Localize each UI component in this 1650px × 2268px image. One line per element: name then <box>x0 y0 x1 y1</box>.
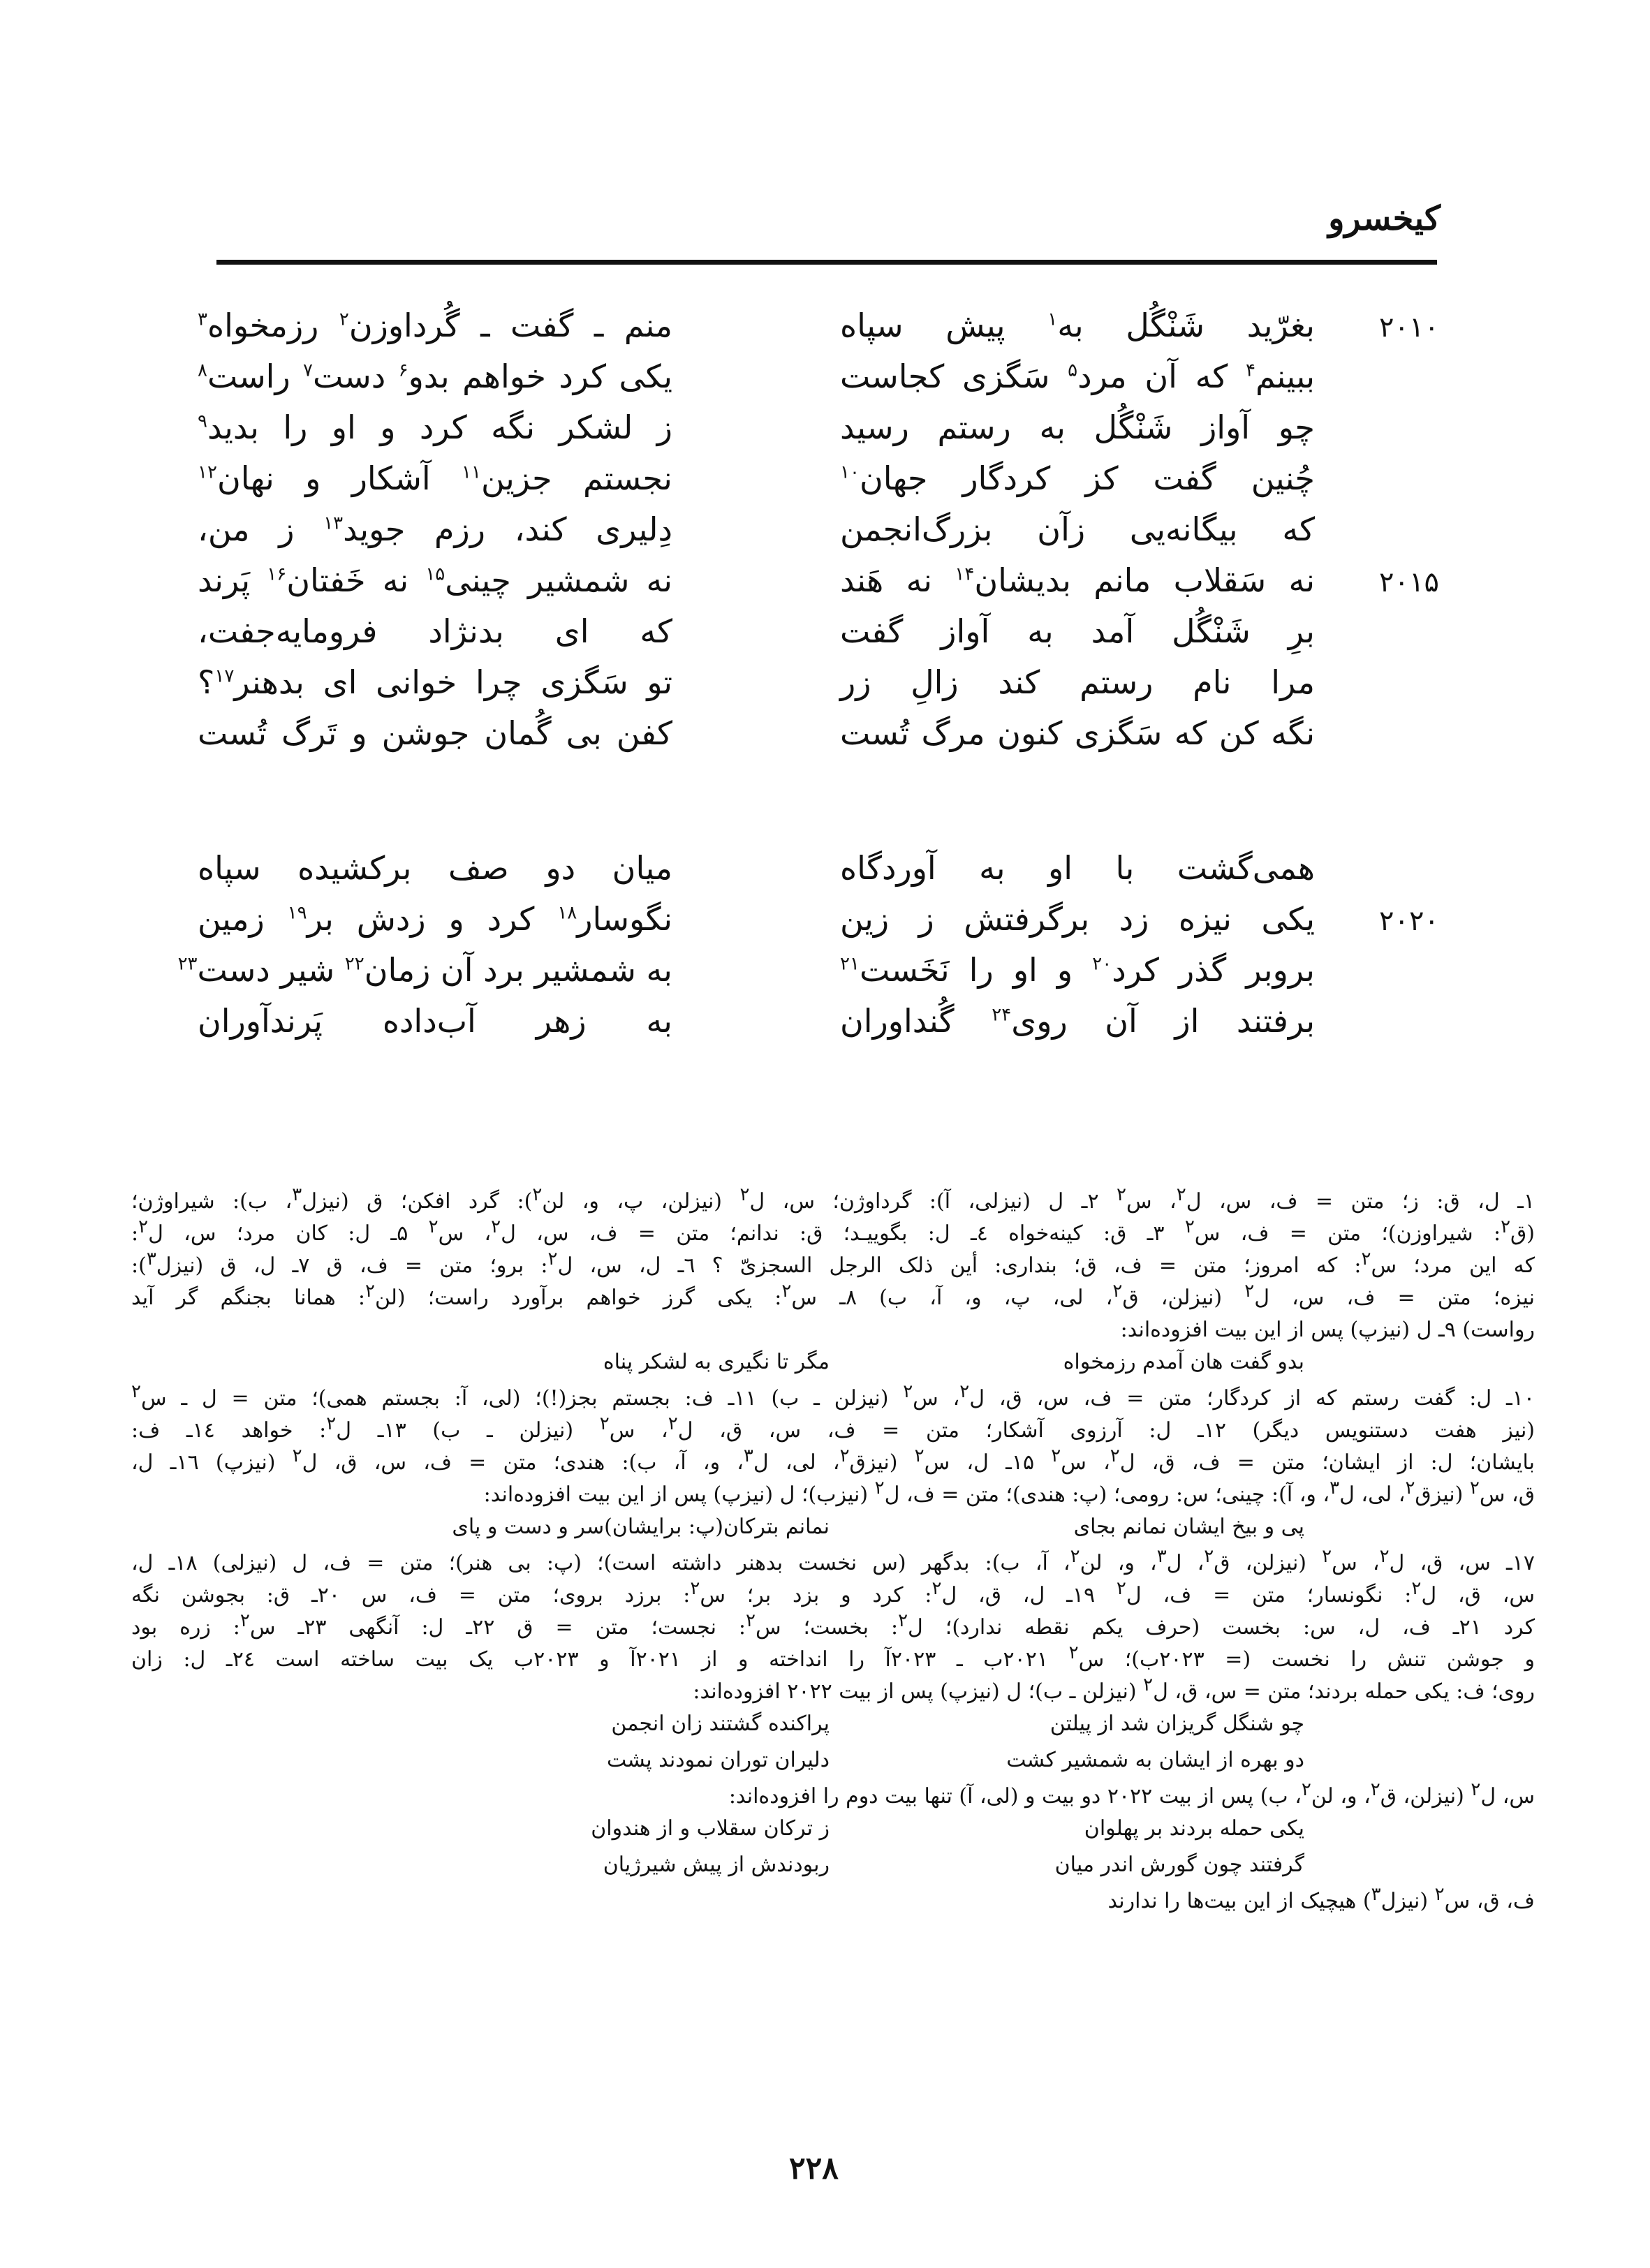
footnote-ref: ۷ <box>303 360 314 381</box>
footnote-ref: ۲۴ <box>992 1004 1012 1026</box>
footnote-line: س، ل$^۲$ (نیزلن، ق$^۲$، و، لن$^۲$، ب) پس از بیت ۲۰۲۲ دو بیت و (لی، آ) تنها بیت دوم را افزوده‌اند: <box>728 1779 1535 1809</box>
footnote-ref: ۲ <box>428 1216 439 1237</box>
couplet <box>198 708 1503 759</box>
footnote-ref: ۲ <box>690 1578 700 1599</box>
hemistich-second: نگوسار$^{۱۸}$ کرد و زدش بر$^{۱۹}$ زمین <box>198 900 672 938</box>
footnote-ref: ۳ <box>198 309 207 330</box>
couplet <box>198 300 1503 351</box>
footnote-ref: ۲ <box>339 309 349 330</box>
verse-block-1 <box>198 300 1503 759</box>
hemistich-second: که ای بدنژاد فرومایه‌جفت، <box>198 612 672 650</box>
footnote-ref: ۲ <box>1068 1642 1079 1663</box>
couplet <box>198 843 1503 894</box>
footnote-ref: ۲ <box>326 1413 337 1434</box>
couplet <box>198 351 1503 402</box>
couplet <box>177 945 1503 996</box>
footnote-ref: ۲ <box>781 1281 792 1302</box>
footnote-ref: ۲ <box>364 1281 375 1302</box>
hemistich-second: ز لشکر نگه کرد و او را بدید$^۹$ <box>198 408 672 446</box>
footnote-ref: ۲ <box>931 1578 942 1599</box>
header-rule <box>216 260 1437 265</box>
hemistich-second: میان دو صف برکشیده سپاه <box>198 849 672 887</box>
footnote-ref: ۲ <box>138 1216 149 1237</box>
footnote-ref: ۲ <box>1361 1249 1371 1269</box>
footnote-ref: ۲ <box>668 1413 678 1434</box>
footnote-ref: ۲۰ <box>1092 953 1112 975</box>
footnote-ref: ۲ <box>1411 1578 1422 1599</box>
added-couplet: پی و بیخ ایشان نمانم بجای نمانم بترکان(پ: برایشان)سر و دست و پای <box>452 1515 1304 1539</box>
footnote-ref: ۲ <box>746 1610 756 1631</box>
footnote-line: ۱۰ـ ل: گفت رستم که از کردگار؛ متن = ف، س، ق، ل$^۲$، س$^۲$ (نیزلن ـ ب) ۱۱ـ ف: بجستم بجز(!)؛ (لی، آ: بجستم همی)؛ متن = ل ـ س$^۲$ <box>131 1381 1535 1411</box>
footnote-ref: ۳ <box>743 1445 753 1466</box>
footnote-ref: ۵ <box>1068 360 1078 381</box>
hemistich-second: به زهر آب‌داده پَرندآوران <box>198 1002 672 1040</box>
hemistich-second: منم ـ گفت ـ گُرداوزن$^۲$ رزمخواه$^۳$ <box>198 307 672 344</box>
footnote-ref: ۲ <box>1117 1184 1126 1205</box>
footnote-line: ق، س$^۲$ (نیزق$^۲$، لی، ل$^۳$، و، آ): چینی؛ س: رومی؛ (پ: هندی)؛ متن = ف، ل$^۲$ (نیزب)؛ ل (نیزپ) پس از این بیت افزوده‌اند: <box>483 1478 1535 1507</box>
footnote-ref: ۳ <box>1156 1546 1167 1567</box>
hemistich-first: یکی نیزه زد برگرفتش ز زین <box>840 900 1315 938</box>
verse-number: ۲۰۱۵ <box>1379 566 1439 598</box>
footnote-ref: ۱۱ <box>462 462 481 483</box>
footnotes <box>131 1184 1535 1919</box>
page-number: ۲۲۸ <box>789 2151 839 2186</box>
verse-text <box>177 300 1503 1047</box>
footnote-ref: ۴ <box>1245 360 1255 381</box>
footnote-ref: ۳ <box>146 1249 156 1269</box>
footnote-ref: ۲ <box>1379 1546 1390 1567</box>
footnote-ref: ۳ <box>1371 1884 1381 1905</box>
running-head-title: کیخسرو <box>1328 199 1441 238</box>
footnote-ref: ۲۲ <box>344 953 364 975</box>
footnote-ref: ۲ <box>292 1445 302 1466</box>
footnote-ref: ۲ <box>1110 1445 1120 1466</box>
footnote-ref: ۱۸ <box>557 902 577 924</box>
footnote-ref: ۲ <box>1301 1779 1311 1800</box>
hemistich-second: کفن بی گُمان جوشن و تَرگ تُست <box>198 714 672 752</box>
footnote-line: روی؛ ف: یکی حمله بردند؛ متن = س، ق، ل$^۲$ (نیزلن ـ ب)؛ ل (نیزپ) پس از بیت ۲۰۲۲ افزوده‌اند: <box>693 1674 1535 1704</box>
footnote-ref: ۲ <box>1469 1478 1480 1498</box>
footnote-ref: ۲ <box>1405 1478 1415 1498</box>
couplet <box>198 504 1503 555</box>
hemistich-first: چُنین گفت کز کردگار جهان$^{۱۰}$ <box>840 459 1315 497</box>
added-couplet: چو شنگل گریزان شد از پیلتن پراکنده گشتند زان انجمن <box>611 1711 1304 1736</box>
footnote-ref: ۲ <box>1051 1445 1061 1466</box>
footnote-ref: ۲ <box>1184 1216 1195 1237</box>
footnote-ref: ۲ <box>131 1381 141 1402</box>
footnote-ref: ۱۵ <box>425 564 445 585</box>
added-couplet: یکی حمله بردند بر پهلوان ز ترکان سقلاب و از هندوان <box>591 1816 1304 1841</box>
hemistich-second: نجستم جزین$^{۱۱}$ آشکار و نهان$^{۱۲}$ <box>198 459 672 497</box>
footnote-ref: ۱۰ <box>840 462 860 483</box>
verse-block-2 <box>177 843 1503 1047</box>
hemistich-first: همی‌گشت با او به آوردگاه <box>840 849 1315 887</box>
footnote-ref: ۱ <box>1047 309 1058 330</box>
footnote-ref: ۲ <box>532 1184 543 1205</box>
hemistich-first: نه سَقلاب مانم بدیشان$^{۱۴}$ نه هَند <box>840 561 1315 599</box>
hemistich-first: مرا نام رستم کند زالِ زر <box>840 663 1315 701</box>
footnote-ref: ۲ <box>1322 1546 1332 1567</box>
footnote-line: ف، ق، س$^۲$ (نیزل$^۳$) هیچیک از این بیت‌ها را ندارند <box>1107 1884 1535 1913</box>
couplet <box>198 453 1503 504</box>
footnote-ref: ۲ <box>240 1610 250 1631</box>
footnote-ref: ۲ <box>599 1413 610 1434</box>
footnote-ref: ۲ <box>739 1184 750 1205</box>
footnote-ref: ۱۷ <box>214 665 235 687</box>
hemistich-second: به شمشیر برد آن زمان$^{۲۲}$ شیر دست$^{۲۳}$ <box>177 951 672 989</box>
couplet <box>198 606 1503 657</box>
couplet <box>198 996 1503 1047</box>
hemistich-first: که بیگانه‌یی زآن بزرگ‌انجمن <box>840 510 1315 548</box>
footnote-line: رواست) ۹ـ ل (نیزپ) پس از این بیت افزوده‌اند: <box>1120 1318 1535 1342</box>
footnote-line: (نیز هفت دستنویس دیگر) ۱۲ـ ل: آرزوی آشکار؛ متن = ف، س، ق، ل$^۲$، س$^۲$ (نیزلن ـ ب) ۱۳ـ ل$^۲$: خواهد ۱٤ـ ف: <box>131 1413 1535 1443</box>
footnote-line: س، ق، ل$^۲$: نگونسار؛ متن = ف، ل$^۲$ ۱۹ـ ل، ق، ل$^۲$: کرد و بزد بر؛ س$^۲$: برزد بروی؛ متن = ف، س ۲۰ـ ق: بجوشن نگه <box>131 1578 1535 1607</box>
added-couplet: گرفتند چون گورش اندر میان ربودندش از پیش شیرژیان <box>603 1853 1304 1877</box>
footnote-ref: ۱۲ <box>198 462 217 483</box>
footnote-ref: ۲ <box>959 1381 970 1402</box>
footnote-line: کرد ۲۱ـ ف، ل، س: بخست (حرف یکم نقطه ندارد)؛ ل$^۲$: بخست؛ س$^۲$: نجست؛ متن = ق ۲۲ـ ل: آنگهی ۲۳ـ س$^۲$: زره بود <box>131 1610 1535 1640</box>
hemistich-first: بغرّید شَنْگُل به$^۱$ پیش سپاه <box>840 307 1315 344</box>
added-couplet: بدو گفت هان آمدم رزمخواه مگر تا نگیری به لشکر پناه <box>603 1350 1304 1374</box>
footnote-ref: ۱۶ <box>267 564 287 585</box>
block-gap <box>198 759 1503 843</box>
couplet <box>198 555 1503 606</box>
added-couplet: دو بهره از ایشان به شمشیر کشت دلیران توران نمودند پشت <box>607 1748 1304 1772</box>
footnote-ref: ۲ <box>898 1610 908 1631</box>
footnote-ref: ۲ <box>874 1478 885 1498</box>
footnote-ref: ۲ <box>1116 1578 1126 1599</box>
footnote-line: که این مرد؛ س$^۲$: که امروز؛ متن = ف، ق؛ بنداری: أین ذلک الرجل السجزیّ ؟ ٦ـ ل، س، ل$^۲$: برو؛ متن = ف، ق ۷ـ ل، ق (نیزل$^۳$): <box>131 1249 1535 1278</box>
footnote-ref: ۲ <box>839 1445 850 1466</box>
footnote-ref: ۲۱ <box>840 953 860 975</box>
footnote-ref: ۹ <box>198 411 207 432</box>
footnote-ref: ۲ <box>1370 1779 1380 1800</box>
hemistich-second: یکی کرد خواهم بدو$^۶$ دست$^۷$ راست$^۸$ <box>198 358 672 395</box>
footnote-ref: ۲ <box>1204 1546 1214 1567</box>
footnote-line: بایشان؛ ل: از ایشان؛ متن = ف، ق، ل$^۲$، س$^۲$ ۱۵ـ ل، س$^۲$ (نیزق$^۲$، لی، ل$^۳$، و، آ، ب): هندی؛ متن = ف، س، ق، ل$^۲$ (نیزپ) ۱٦ـ ل، <box>131 1445 1535 1475</box>
hemistich-first: نگه کن که سَگزی کنون مرگ تُست <box>840 714 1315 752</box>
hemistich-first: چو آواز شَنْگُل به رستم رسید <box>840 408 1315 446</box>
footnote-ref: ۲ <box>903 1381 913 1402</box>
footnote-ref: ۳ <box>292 1184 302 1205</box>
couplet <box>198 657 1503 708</box>
verse-number: ۲۰۱۰ <box>1379 311 1439 344</box>
footnote-ref: ۲ <box>914 1445 925 1466</box>
footnote-ref: ۲ <box>1434 1884 1445 1905</box>
footnote-ref: ۲ <box>1501 1216 1511 1237</box>
footnote-line: (ق$^۲$: شیراوزن)؛ متن = ف، س$^۲$ ۳ـ ق: کینه‌خواه ٤ـ ل: بگوییـد؛ ق: ندانم؛ متن = ف، س، ل$^۲$، س$^۲$ ۵ـ ل: کان مرد؛ س، ل$^۲$: <box>131 1216 1535 1246</box>
couplet <box>198 894 1503 945</box>
hemistich-first: ببینم$^۴$ که آن مرد$^۵$ سَگزی کجاست <box>840 358 1315 395</box>
footnote-ref: ۲ <box>547 1249 558 1269</box>
footnote-ref: ۱۳ <box>323 513 344 534</box>
couplet <box>198 402 1503 453</box>
footnote-ref: ۲۳ <box>177 953 198 975</box>
footnote-line: ۱۷ـ س، ق، ل$^۲$، س$^۲$ (نیزلن، ق$^۲$، ل$^۳$، و، لن$^۲$، آ، ب): بدگهر (س نخست بدهنر داشته است)؛ (پ: بی هنر)؛ متن = ف، ل (نیزلی) ۱۸ـ ل، <box>131 1546 1535 1575</box>
footnote-line: و جوشن تنش را نخست (= ۲۰۲۳ب)؛ س$^۲$ ۲۰۲۱ب ـ ۲۰۲۳آ را انداخته و از ۲۰۲۱آ و ۲۰۲۳ب یک بیت ساخته است ۲٤ـ ل: زان <box>131 1642 1535 1672</box>
verse-number: ۲۰۲۰ <box>1379 905 1439 937</box>
footnote-ref: ۲ <box>1112 1281 1123 1302</box>
footnote-ref: ۸ <box>198 360 207 381</box>
hemistich-first: بروبر گذر کرد$^{۲۰}$ و او را نَخَست$^{۲۱}$ <box>840 951 1315 989</box>
footnote-ref: ۲ <box>1244 1281 1255 1302</box>
hemistich-second: نه شمشیر چینی$^{۱۵}$ نه خَفتان$^{۱۶}$ پَرند <box>198 561 672 599</box>
hemistich-first: برفتند از آن روی$^{۲۴}$ گُنداوران <box>840 1002 1316 1040</box>
footnote-ref: ۳ <box>1329 1478 1340 1498</box>
footnote-ref: ۱۴ <box>955 564 975 585</box>
footnote-ref: ۲ <box>1143 1674 1154 1695</box>
footnote-ref: ۱۹ <box>287 902 307 924</box>
footnote-ref: ۲ <box>1070 1546 1080 1567</box>
footnote-ref: ۲ <box>1471 1779 1481 1800</box>
footnote-line: ۱ـ ل، ق: ز؛ متن = ف، س، ل$^۲$، س$^۲$ ۲ـ ل (نیزلی، آ): گرداوژن؛ س، ل$^۲$ (نیزلن، پ، و، لن$^۲$): گرد افکن؛ ق (نیزل$^۳$، ب): شیراوژن؛ <box>131 1184 1535 1214</box>
footnote-line: نیزه؛ متن = ف، س، ل$^۲$ (نیزلن، ق$^۲$، لی، پ، و، آ، ب) ۸ـ س$^۲$: یکی گرز خواهم برآورد راست؛ (لن$^۲$: همانا بجنگم گر آید <box>131 1281 1535 1310</box>
hemistich-second: تو سَگزی چرا خوانی ای بدهنر$^{۱۷}$؟ <box>198 663 672 701</box>
hemistich-first: برِ شَنْگُل آمد به آواز گفت <box>840 612 1315 650</box>
hemistich-second: دِلیری کند، رزم جوید$^{۱۳}$ ز من، <box>198 510 672 548</box>
footnote-ref: ۲ <box>1176 1184 1186 1205</box>
footnote-ref: ۲ <box>491 1216 501 1237</box>
footnote-ref: ۶ <box>398 360 408 381</box>
